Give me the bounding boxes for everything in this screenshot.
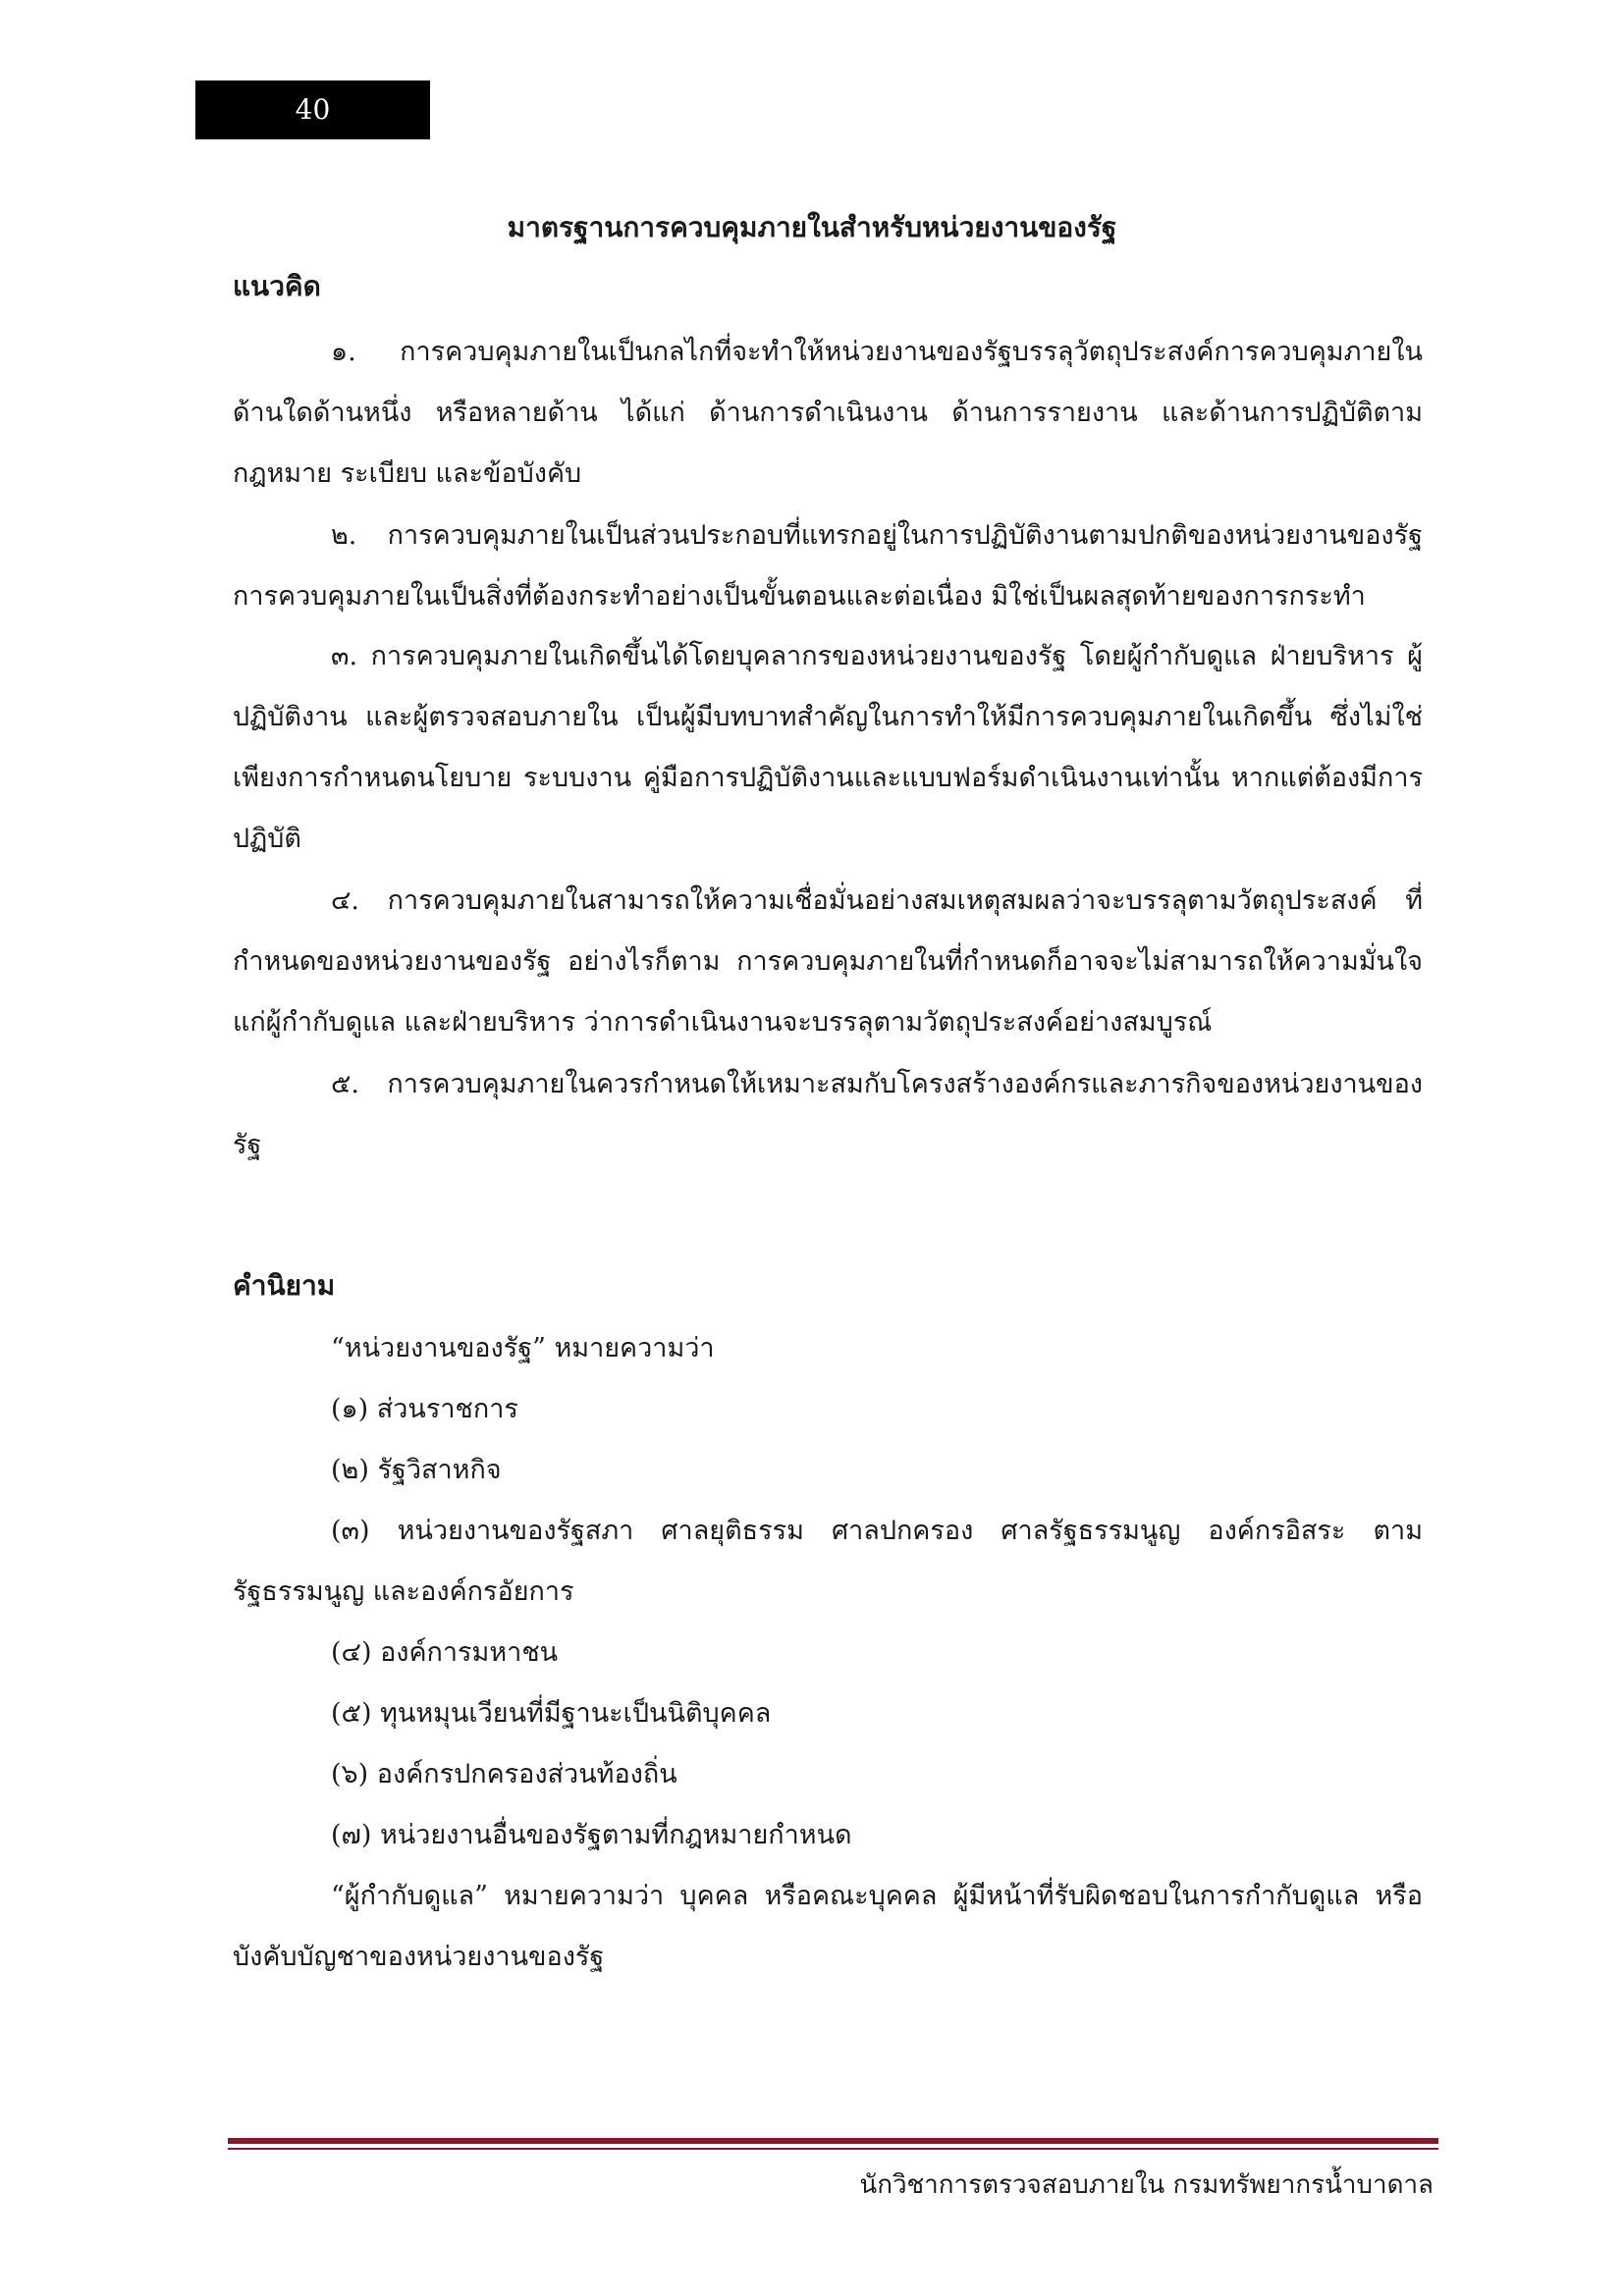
- definition-item-7: (๗) หน่วยงานอื่นของรัฐตามที่กฎหมายกำหนด: [331, 1820, 852, 1850]
- definition-item-5: (๕) ทุนหมุนเวียนที่มีฐานะเป็นนิติบุคคล: [331, 1698, 772, 1729]
- definition-item-2: (๒) รัฐวิสาหกิจ: [331, 1455, 502, 1485]
- footer-rule-thin: [228, 2148, 1438, 2150]
- definition-item-4: (๔) องค์การมหาชน: [331, 1637, 559, 1668]
- footer-text: นักวิชาการตรวจสอบภายใน กรมทรัพยากรน้ำบาดาล: [859, 2170, 1434, 2200]
- definition-item-1: (๑) ส่วนราชการ: [331, 1394, 518, 1424]
- concept-paragraph-1: ๑. การควบคุมภายในเป็นกลไกที่จะทำให้หน่วยงานของรัฐบรรลุวัตถุประสงค์การควบคุมภายในด้านใดด้านหนึ่ง หรือหลายด้าน ได้แก่ ด้านการดำเนินงาน ด้านการรายงาน และด้านการปฏิบัติตามกฎหมาย ระเบียบ และข้อบังคับ: [233, 337, 1423, 489]
- page-number: 40: [195, 80, 430, 139]
- agency-definition: “หน่วยงานของรัฐ” หมายความว่า: [331, 1333, 715, 1363]
- concept-paragraph-4: ๔. การควบคุมภายในสามารถให้ความเชื่อมั่นอย่างสมเหตุสมผลว่าจะบรรลุตามวัตถุประสงค์ ที่กำหนดของหน่วยงานของรัฐ อย่างไรก็ตาม การควบคุมภายในที่กำหนดก็อาจจะไม่สามารถให้ความมั่นใจแก่ผู้กำกับดูแล และฝ่ายบริหาร ว่าการดำเนินงานจะบรรลุตามวัตถุประสงค์อย่างสมบูรณ์: [233, 885, 1423, 1038]
- definitions-heading: คำนิยาม: [233, 1269, 336, 1302]
- definition-item-6: (๖) องค์กรปกครองส่วนท้องถิ่น: [331, 1759, 677, 1789]
- concept-paragraph-5: ๕. การควบคุมภายในควรกำหนดให้เหมาะสมกับโครงสร้างองค์กรและภารกิจของหน่วยงานของรัฐ: [233, 1069, 1423, 1160]
- document-title: มาตรฐานการควบคุมภายในสำหรับหน่วยงานของรัฐ: [507, 211, 1117, 243]
- footer-rule: [228, 2138, 1438, 2144]
- concept-heading: แนวคิด: [233, 270, 321, 302]
- supervisor-definition: “ผู้กำกับดูแล” หมายความว่า บุคคล หรือคณะบุคคล ผู้มีหน้าที่รับผิดชอบในการกำกับดูแล หรือบังคับบัญชาของหน่วยงานของรัฐ: [233, 1881, 1423, 1972]
- concept-paragraph-3: ๓. การควบคุมภายในเกิดขึ้นได้โดยบุคลากรของหน่วยงานของรัฐ โดยผู้กำกับดูแล ฝ่ายบริหาร ผู้ปฏิบัติงาน และผู้ตรวจสอบภายใน เป็นผู้มีบทบาทสำคัญในการทำให้มีการควบคุมภายในเกิดขึ้น ซึ่งไม่ใช่เพียงการกำหนดนโยบาย ระบบงาน คู่มือการปฏิบัติงานและแบบฟอร์มดำเนินงานเท่านั้น หากแต่ต้องมีการปฏิบัติ: [233, 641, 1423, 854]
- definition-item-3: (๓) หน่วยงานของรัฐสภา ศาลยุติธรรม ศาลปกครอง ศาลรัฐธรรมนูญ องค์กรอิสระ ตามรัฐธรรมนูญ และองค์กรอัยการ: [233, 1516, 1423, 1607]
- concept-paragraph-2: ๒. การควบคุมภายในเป็นส่วนประกอบที่แทรกอยู่ในการปฏิบัติงานตามปกติของหน่วยงานของรัฐ การควบคุมภายในเป็นสิ่งที่ต้องกระทำอย่างเป็นขั้นตอนและต่อเนื่อง มิใช่เป็นผลสุดท้ายของการกระทำ: [233, 520, 1423, 612]
